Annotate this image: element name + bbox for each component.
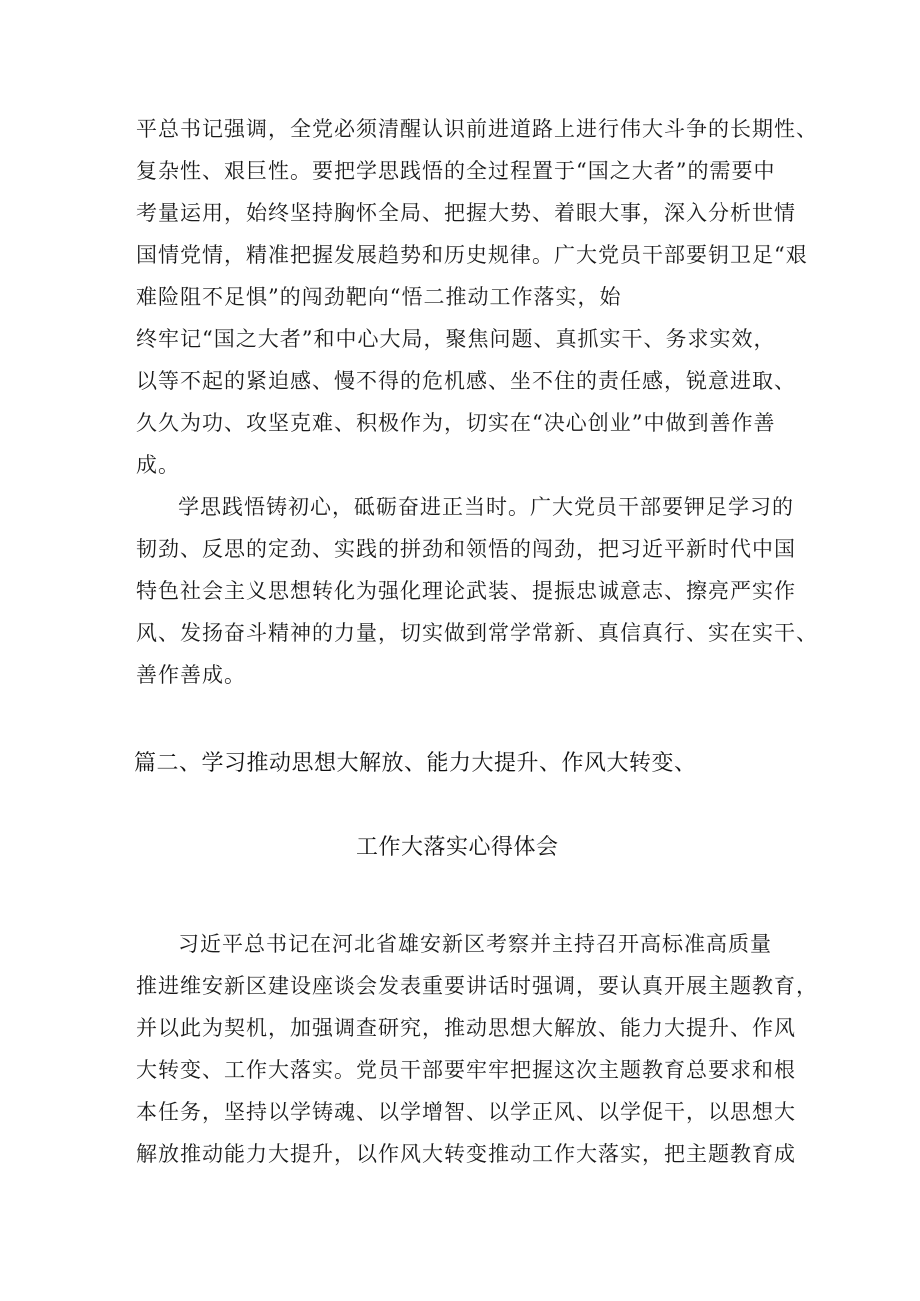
paragraph-line: 久久为功、攻坚克难、积极作为，切实在“决心创业”中做到善作善: [136, 411, 776, 435]
paragraph-line: 风、发扬奋斗精神的力量，切实做到常学常新、真信真行、实在实干、: [136, 621, 818, 645]
paragraph-line: 难险阻不足惧”的闯劲靶向“悟二推动工作落实，始: [136, 285, 622, 309]
paragraph-line: 解放推动能力大提升，以作风大转变推动工作大落实，把主题教育成: [136, 1142, 796, 1166]
paragraph-line: 国情党情，精准把握发展趋势和历史规律。广大党员干部要钥卫足“艰: [136, 243, 808, 267]
paragraph-line: 善作善成。: [136, 663, 246, 687]
paragraph-line: 学思践悟铸初心，砥砺奋进正当时。广大党员干部要钾足学习的: [178, 495, 794, 519]
paragraph-line: 平总书记强调，全党必须清醒认识前进道路上进行伟大斗争的长期性、: [136, 117, 818, 141]
paragraph-line: 本任务，坚持以学铸魂、以学增智、以学正风、以学促干，以思想大: [136, 1100, 796, 1124]
paragraph-line: 习近平总书记在河北省雄安新区考察并主持召开高标准高质量: [178, 932, 772, 956]
paragraph-line: 终牢记“国之大者”和中心大局，聚焦问题、真抓实干、务求实效，: [136, 327, 776, 351]
paragraph-line: 推进维安新区建设座谈会发表重要讲话时强调，要认真开展主题教育，: [136, 974, 818, 998]
paragraph-line: 成。: [136, 453, 180, 477]
paragraph-line: 并以此为契机，加强调查研究，推动思想大解放、能力大提升、作风: [136, 1016, 796, 1040]
paragraph-line: 韧劲、反思的定劲、实践的拼劲和领悟的闯劲，把习近平新时代中国: [136, 537, 796, 561]
paragraph-line: 大转变、工作大落实。党员干部要牢牢把握这次主题教育总要求和根: [136, 1058, 796, 1082]
section-heading-line-2: 工作大落实心得体会: [356, 835, 559, 860]
paragraph-line: 复杂性、艰巨性。要把学思践悟的全过程置于“国之大者”的需要中: [136, 159, 776, 183]
paragraph-line: 以等不起的紧迫感、慢不得的危机感、坐不住的责任感，锐意进取、: [136, 369, 796, 393]
section-heading-line-1: 篇二、学习推动思想大解放、能力大提升、作风大转变、: [134, 751, 697, 776]
paragraph-line: 考量运用，始终坚持胸怀全局、把握大势、着眼大事，深入分析世情: [136, 201, 796, 225]
paragraph-line: 特色社会主义思想转化为强化理论武装、提振忠诚意志、擦亮严实作: [136, 579, 796, 603]
